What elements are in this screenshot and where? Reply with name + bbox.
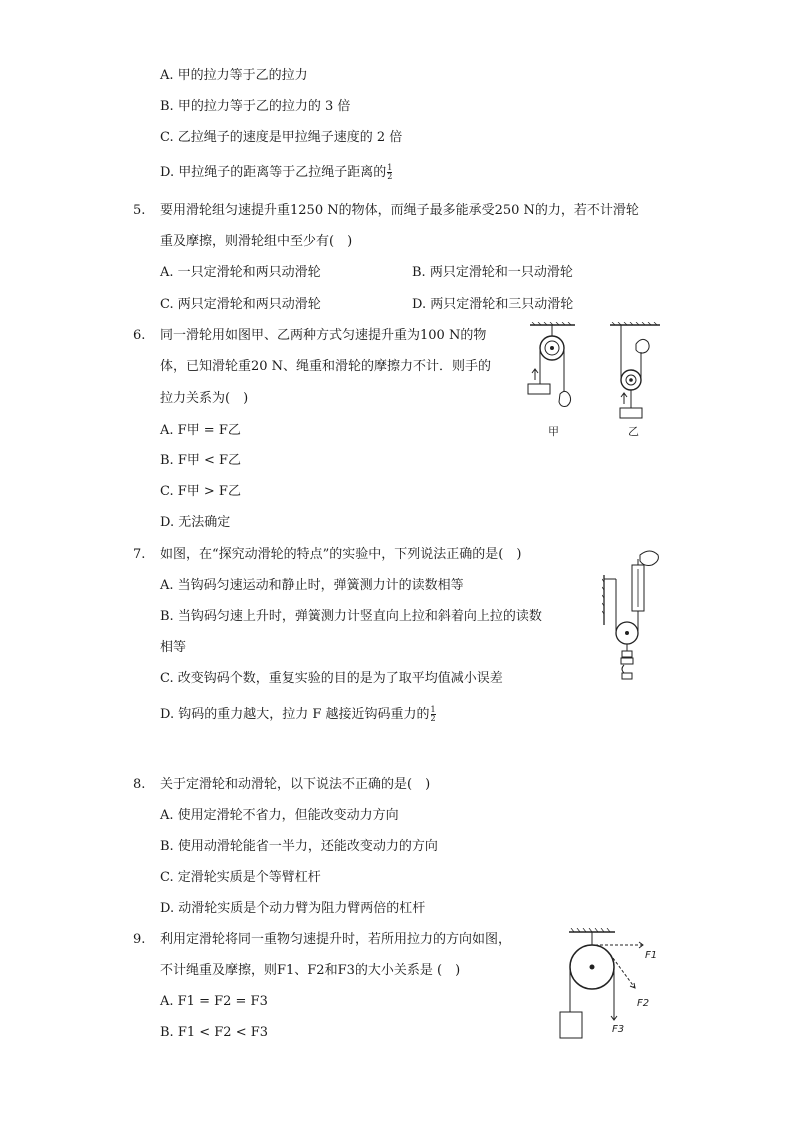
q4-option-b: B. 甲的拉力等于乙的拉力的 3 倍 [160, 99, 351, 114]
q8-option-c: C. 定滑轮实质是个等臂杠杆 [160, 870, 321, 885]
q7-option-b-line1: B. 当钩码匀速上升时，弹簧测力计竖直向上拉和斜着向上拉的读数 [160, 609, 542, 624]
q4-option-c: C. 乙拉绳子的速度是甲拉绳子速度的 2 倍 [160, 130, 403, 145]
q9-option-a: A. F1 = F2 = F3 [160, 994, 268, 1009]
q6-stem-line1: 同一滑轮用如图甲、乙两种方式匀速提升重为100 N的物 [160, 328, 487, 343]
q9-label-f1: F1 [645, 950, 658, 961]
q5-option-b: B. 两只定滑轮和一只动滑轮 [412, 265, 573, 280]
q6-stem-line3: 拉力关系为( ) [160, 391, 249, 406]
q6-option-a: A. F甲 = F乙 [160, 423, 241, 438]
q8-option-d: D. 动滑轮实质是个动力臂为阻力臂两倍的杠杆 [160, 901, 426, 916]
q6-number: 6. [133, 328, 146, 343]
q9-stem-line2: 不计绳重及摩擦，则F1、F2和F3的大小关系是 ( ) [160, 963, 461, 978]
q6-option-c: C. F甲 > F乙 [160, 484, 241, 499]
q6-fig-label-yi: 乙 [628, 425, 639, 438]
q8-number: 8. [133, 777, 146, 792]
q6-fig-label-jia: 甲 [548, 425, 559, 438]
q7-stem-line1: 如图，在“探究动滑轮的特点”的实验中，下列说法正确的是( ) [160, 547, 522, 562]
q9-label-f2: F2 [637, 998, 650, 1009]
q7-option-d: D. 钩码的重力越大，拉力 F 越接近钩码重力的 [160, 707, 430, 722]
q6-option-d: D. 无法确定 [160, 515, 231, 530]
q9-pulley-figure [555, 928, 665, 1043]
q5-option-c: C. 两只定滑轮和两只动滑轮 [160, 297, 321, 312]
q5-stem-line1: 要用滑轮组匀速提升重1250 N的物体，而绳子最多能承受250 N的力，若不计滑轮 [160, 203, 639, 218]
q9-number: 9. [133, 932, 146, 947]
q6-pulley-figure [520, 322, 670, 442]
q7-pulley-figure [602, 545, 662, 685]
q7-option-a: A. 当钩码匀速运动和静止时，弹簧测力计的读数相等 [160, 578, 464, 593]
q7-option-d-row [160, 705, 436, 725]
q4-option-d: D. 甲拉绳子的距离等于乙拉绳子距离的 [160, 165, 387, 180]
q6-stem-line2: 体，已知滑轮重20 N、绳重和滑轮的摩擦力不计．则手的 [160, 359, 492, 374]
q8-option-b: B. 使用动滑轮能省一半力，还能改变动力的方向 [160, 839, 438, 854]
q9-stem-line1: 利用定滑轮将同一重物匀速提升时，若所用拉力的方向如图， [160, 932, 512, 947]
q7-option-b-line2: 相等 [160, 640, 187, 655]
q5-option-a: A. 一只定滑轮和两只动滑轮 [160, 265, 321, 280]
q9-option-b: B. F1 < F2 < F3 [160, 1025, 269, 1040]
q8-stem-line1: 关于定滑轮和动滑轮，以下说法不正确的是( ) [160, 777, 431, 792]
q5-number: 5. [133, 203, 146, 218]
q4-option-a: A. 甲的拉力等于乙的拉力 [160, 68, 308, 83]
q6-option-b: B. F甲 < F乙 [160, 453, 242, 468]
q9-label-f3: F3 [612, 1024, 625, 1035]
q8-option-a: A. 使用定滑轮不省力，但能改变动力方向 [160, 808, 399, 823]
fraction-one-half: $\frac{1}{2}$ [430, 705, 436, 723]
q7-option-c: C. 改变钩码个数，重复实验的目的是为了取平均值减小误差 [160, 671, 503, 686]
q5-stem-line2: 重及摩擦，则滑轮组中至少有( ) [160, 234, 353, 249]
q7-number: 7. [133, 547, 146, 562]
q5-option-d: D. 两只定滑轮和三只动滑轮 [412, 297, 574, 312]
q4-option-d-row [160, 163, 392, 183]
fraction-one-half: $\frac{1}{2}$ [387, 163, 393, 181]
